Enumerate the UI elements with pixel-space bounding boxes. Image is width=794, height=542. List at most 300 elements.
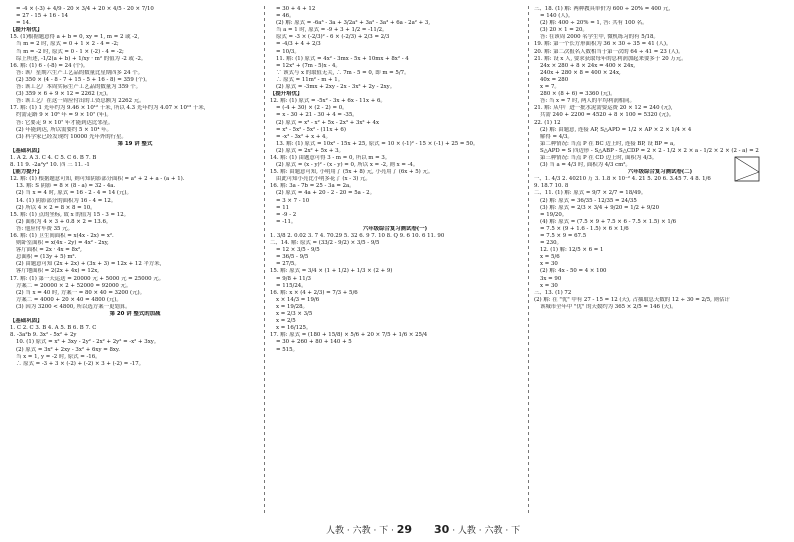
answer-line: 原式 = -3 × (-2/3)² - 6 × (-2/3) + 2/3 = 2/3 [276, 34, 390, 41]
answer-line: 17. 解: (1) 1 光年约为 9.46 × 10¹² 千米, 所以 4.3 光年约为 4.07 × 10¹³ 千米, [10, 105, 206, 112]
divider-dash [264, 450, 265, 453]
divider-dash [528, 36, 529, 39]
divider-dash [528, 66, 529, 69]
answer-line: x = 19/28。 [276, 303, 308, 310]
divider-dash [264, 432, 265, 435]
divider-dash [528, 474, 529, 477]
answer-line: 21. 解: 设 x 人, 要求获取每年的总利润加起来要多于 20 万元。 [534, 55, 687, 62]
divider-dash [264, 264, 265, 267]
answer-line: x = 30 [540, 261, 558, 268]
divider-dash [264, 414, 265, 417]
page-number-left: 29 [396, 523, 413, 536]
divider-dash [264, 36, 265, 39]
answer-line: = -4/3 + 4 + 2/3 [276, 41, 321, 48]
answer-line: = 14. [16, 20, 31, 27]
divider-dash [528, 324, 529, 327]
divider-dash [264, 282, 265, 285]
divider-dash [528, 480, 529, 483]
answer-line: (2) 面积为 4 × 3 + 0.8 × 2 = 13.6。 [16, 218, 112, 225]
answer-line: (2) 解: 在 "优" 中有 27 - 15 = 12 (天), 占抽取总天数的 12 ÷ 30 = 2/5, 则估计 [534, 296, 730, 303]
divider-dash [528, 342, 529, 345]
divider-dash [264, 54, 265, 57]
divider-dash [528, 414, 529, 417]
answer-line: = 27 - 15 + 16 - 14 [16, 13, 69, 20]
answer-line: 答: 在该周 2000 名学生中, 微机练习的有 5/18。 [540, 34, 659, 41]
answer-line: 16. 解: (1) 6 - (-8) = 24 (个)。 [10, 62, 89, 69]
answer-line: = 12 × 3/5 - 9/5 [276, 247, 320, 254]
answer-line: 14. 解: (1) 由题意可得 3 - m = 0, 所以 m = 3。 [270, 154, 391, 161]
answer-line: ∵ 该式与 x 的取值无关, ∴ 7m - 5 = 0, 即 m = 5/7。 [276, 69, 410, 76]
answer-line: x = 2/3 × 3/5 [276, 311, 313, 318]
divider-dash [264, 18, 265, 21]
footer-left-text: 人教 · 六教 · 下 · [326, 526, 394, 536]
divider-dash [528, 402, 529, 405]
divider-dash [528, 18, 529, 21]
lesson-title: 六年级综合复习测试卷(一) [362, 225, 428, 232]
divider-dash [264, 306, 265, 309]
answer-line: 21. 解: 从甲厂进一批水泥需要运费 20 × 12 = 240 (元), [534, 105, 673, 112]
answer-line: (2) 解: 由题意, 连接 AP, S△APD = 1/2 × AP × 2 × 1/4 × 4 [540, 126, 692, 133]
divider-dash [528, 360, 529, 363]
divider-dash [264, 210, 265, 213]
answer-line: (3) 解: 原式 = 2/3 × 3/4 + 9/20 = 1/2 + 9/20 [540, 204, 660, 211]
divider-dash [264, 270, 265, 273]
divider-dash [528, 450, 529, 453]
answer-line: = -x³ - 3x² + x + 4。 [276, 133, 331, 140]
section-heading: 【提升培优】 [10, 27, 43, 34]
divider-dash [528, 282, 529, 285]
divider-dash [264, 60, 265, 63]
divider-dash [264, 420, 265, 423]
answer-line: 10. (1) 原式 = x² + 3xy - 2y² - 2x² + 2y² = -x² + 3xy。 [16, 339, 160, 346]
answer-line: 14. (1) 阴影部分的面积为 16 - 4 = 12。 [16, 197, 117, 204]
divider-dash [264, 276, 265, 279]
divider-dash [264, 402, 265, 405]
answer-line: 15. 解: 原式 = 3/4 × (1 + 1/2) + 1/3 × (2 + 9) [270, 268, 393, 275]
divider-dash [264, 132, 265, 135]
answer-line: 一、1. 4/3 2. 40210 万 3. 1.8 × 10⁻² 4. 21 5. 20 6. 3.45 7. 4 8. 1/6 [534, 176, 711, 183]
divider-dash [528, 6, 529, 9]
answer-line: (2) 解: 400 ÷ 20% = 1, 答: 共有 100 名。 [540, 20, 648, 27]
answer-line: 二、11. (1) 解: 原式 = 9/7 × 2/7 = 18/49。 [534, 190, 647, 197]
divider-dash [264, 480, 265, 483]
answer-line: (2) 原式 = x³ - x² + 5x - 2x³ + 3x² + 4x [276, 119, 380, 126]
answer-line: 三、13. (1) 72 [534, 289, 572, 296]
answer-line: (2) 原式 = -3mx + 2xy - 2x - 3x² + 2y - 2xy。 [276, 84, 396, 91]
divider-dash [528, 240, 529, 243]
divider-dash [528, 48, 529, 51]
divider-dash [528, 432, 529, 435]
divider-dash [528, 270, 529, 273]
answer-line: 1. C 2. C 3. B 4. A 5. B 6. B 7. C [10, 325, 97, 332]
page-number-right: 30 [434, 523, 450, 536]
divider-dash [528, 288, 529, 291]
answer-line: S△APD = S 四边形 - S△ABP - S△CDP = 2 × 2 - 1/2 × 2 × a - 1/2 × 2 × (2 - a) = 2 [540, 147, 759, 154]
answer-line: 19. 解: 第一个长方形面积为 36 × 30 ÷ 35 = 41 (人)。 [534, 41, 672, 48]
answer-line: = x - 30 + 21 - 30 + 4 = -35。 [276, 112, 358, 119]
answer-line: = -9 - 2 [276, 211, 297, 218]
divider-dash [528, 138, 529, 141]
answer-line: (3) 当 a = 4/3 时, 面积为 4/3 cm²。 [540, 162, 631, 169]
divider-dash [528, 372, 529, 375]
answer-line: = 46。 [276, 13, 295, 20]
answer-line: 1. A 2. A 3. C 4. C 5. C 6. B 7. B [10, 154, 97, 161]
lesson-title: 第 19 讲 整式 [117, 140, 153, 147]
divider-dash [264, 78, 265, 81]
answer-line: 13. 解: S 阴影 = 8 × (8 - a) = 32 - 4a. [16, 183, 116, 190]
divider-dash [528, 258, 529, 261]
answer-line: (2) 所以 4 × 2 = 8 × 8 = 10。 [16, 204, 96, 211]
divider-dash [528, 144, 529, 147]
divider-dash [528, 486, 529, 489]
answer-line: 方案二 = 20000 × 2 + 52000 = 92000 元。 [16, 282, 132, 289]
answer-line: 当 m = 2 时, 原式 = 0 + 1 × 2 - 4 = -2; [16, 41, 119, 48]
divider-dash [264, 180, 265, 183]
divider-dash [528, 108, 529, 111]
divider-dash [528, 72, 529, 75]
answer-line: 11. 解: (1) 原式 = 4x² - 3mx - 5x + 10mx + 8x² - 4 [276, 55, 409, 62]
divider-dash [528, 384, 529, 387]
divider-dash [528, 42, 529, 45]
divider-dash [264, 30, 265, 33]
divider-dash [528, 24, 529, 27]
divider-dash [264, 138, 265, 141]
answer-line: = 11 [276, 204, 290, 211]
lesson-title: 第 20 讲 整式的加减 [109, 311, 161, 318]
divider-dash [264, 510, 265, 513]
answer-line: 12. 解: (1) 原式 = -5x² - 3x + 6x - 11x + 6。 [270, 98, 386, 105]
divider-dash [264, 474, 265, 477]
divider-dash [528, 30, 529, 33]
section-heading: 【基础巩固】 [10, 318, 43, 325]
divider-dash [528, 204, 529, 207]
divider-dash [528, 354, 529, 357]
divider-dash [264, 348, 265, 351]
answer-line: (4) 解: 原式 = (7.5 × 9 + 7.5 × 6 - 7.5 × 1.5) × 1/6 [540, 218, 676, 225]
answer-line: 当 m = -2 时, 原式 = 0 - 1 × (-2) - 4 = -2; [16, 48, 124, 55]
divider-dash [264, 12, 265, 15]
answer-line: 答: 该工艺厂本周实际生产工艺品的数量为 359 个。 [16, 84, 142, 91]
divider-dash [528, 252, 529, 255]
divider-dash [264, 366, 265, 369]
answer-line: 答: 该工艺厂在这一周应付出的工资总额为 2262 元。 [16, 98, 145, 105]
divider-dash [528, 168, 529, 171]
answer-line: 总面积 = (13y + 5) m². [16, 254, 77, 261]
divider-dash [264, 396, 265, 399]
divider-dash [264, 318, 265, 321]
divider-dash [528, 336, 529, 339]
divider-dash [264, 108, 265, 111]
divider-dash [264, 42, 265, 45]
divider-dash [264, 498, 265, 501]
divider-dash [528, 348, 529, 351]
divider-dash [264, 408, 265, 411]
left-column [10, 6, 260, 368]
answer-line: 综上所述, -1/2(a + b) + 1/xy · m² 的值为 -2 或 -2。 [16, 55, 147, 62]
answer-line: = 115/24。 [276, 282, 307, 289]
divider-dash [264, 378, 265, 381]
divider-dash [528, 12, 529, 15]
divider-dash [264, 186, 265, 189]
divider-dash [264, 342, 265, 345]
divider-dash [264, 246, 265, 249]
divider-dash [264, 492, 265, 495]
divider-dash [264, 144, 265, 147]
divider-dash [528, 294, 529, 297]
answer-line: x = 2/5 [276, 318, 296, 325]
divider-dash [264, 336, 265, 339]
answer-line: 8. 11 9. -2a²y³ 10. 四 三 11. -1 [10, 162, 90, 169]
divider-dash [264, 216, 265, 219]
answer-line: 该城市全年中 "优" 的天数约为 365 × 2/5 = 146 (天)。 [540, 303, 677, 310]
divider-dash [264, 222, 265, 225]
divider-dash [528, 300, 529, 303]
middle-column [270, 6, 520, 354]
divider-dash [528, 456, 529, 459]
divider-dash [264, 228, 265, 231]
divider-dash [528, 366, 529, 369]
divider-dash [264, 384, 265, 387]
divider-dash [264, 300, 265, 303]
answer-line: x × 14/3 = 19/6 [276, 296, 320, 303]
divider-dash [264, 324, 265, 327]
answer-line: (2) 当 x = 4 时, 原式 = 16 - 2 - 4 = 14 (元)。 [16, 190, 132, 197]
divider-dash [264, 240, 265, 243]
answer-line: 22. (1) 12 [534, 119, 561, 126]
answer-line: = 140 (人)。 [540, 13, 574, 20]
divider-dash [264, 360, 265, 363]
answer-line: (3) 359 × 6 + 9 × 12 = 2262 (元)。 [16, 91, 112, 98]
divider-dash [528, 396, 529, 399]
answer-line: (2) 原式 = 3x² + 2xy - 3x² + 6xy = 8xy. [16, 346, 120, 353]
section-heading: 【能力提升】 [10, 169, 43, 176]
divider-dash [264, 168, 265, 171]
answer-line: 20. 解: 第二次报名人数相当于第一次的 64 ÷ 41 = 23 (人)。 [534, 48, 684, 55]
divider-dash [528, 378, 529, 381]
divider-dash [528, 462, 529, 465]
answer-line: 当 x = 1, y = -2 时, 原式 = -16。 [16, 353, 101, 360]
answer-line: 三、18. (1) 解: 两种教具单价为 600 ÷ 20% = 400 元, [534, 6, 671, 12]
divider-dash [264, 198, 265, 201]
answer-line: = 3 × 7 - 10 [276, 197, 310, 204]
divider-dash [264, 252, 265, 255]
answer-line: (2) 解: 原式 = 36/35 - 12/35 = 24/35 [540, 197, 637, 204]
answer-line: 17. 解: (1) 第一天运送 = 20000 元 + 5000 元 = 25000 元。 [10, 275, 165, 282]
divider-dash [264, 126, 265, 129]
divider-dash [264, 66, 265, 69]
answer-line: 当 a = 1 时, 原式 = -9 + 3 + 1/2 = -11/2。 [276, 27, 388, 34]
section-heading: 【提升培优】 [270, 91, 303, 98]
answer-line: 16. 解: 3a - 7b = 25 - 3a = 2a。 [270, 183, 355, 190]
divider-dash [264, 6, 265, 9]
lesson-title: 六年级综合复习测试卷(二) [627, 169, 693, 176]
divider-dash [264, 294, 265, 297]
divider-dash [528, 498, 529, 501]
answer-line: (3) 科学家已经发现约 10000 光年外的行星。 [16, 133, 127, 140]
divider-dash [528, 60, 529, 63]
answer-line: 答: 当 x = 7 时, 两人的平均利润相同。 [540, 98, 635, 105]
divider-dash [528, 126, 529, 129]
divider-dash [528, 198, 529, 201]
divider-dash [528, 426, 529, 429]
answer-line: = 9/8 + 11/3 [276, 275, 311, 282]
divider-dash [528, 186, 529, 189]
divider-dash [264, 312, 265, 315]
divider-dash [528, 234, 529, 237]
answer-line: 答: 它要走 9 × 10⁷ 年才能到达比邻星。 [16, 119, 114, 126]
answer-line: 13. 解: (1) 原式 = 10x² - 15x + 25, 原式 = 10 × (-1)² - 15 × (-1) + 25 = 50。 [276, 140, 479, 147]
divider-dash [264, 234, 265, 237]
divider-dash [528, 192, 529, 195]
divider-dash [264, 444, 265, 447]
divider-dash [528, 306, 529, 309]
answer-line: = 515。 [276, 346, 298, 353]
answer-line: 17. 解: 原式 = (180 + 15/8) × 5/6 + 20 × 7/5 + 1/6 × 25/4 [270, 332, 428, 339]
divider-dash [264, 456, 265, 459]
divider-dash [528, 408, 529, 411]
divider-dash [528, 444, 529, 447]
answer-line: 3x = 90 [540, 275, 562, 282]
divider-dash [264, 390, 265, 393]
answer-line: 12. 解: (1) 根据题意可知, 则可知阴影部分面积 = a² + 2 + a - (a + 1). [10, 176, 185, 183]
answer-line: 15. 解: 由题意可知, 小明用了 (5x + 8) 元, 小亮用了 (6x + 5) 元。 [270, 169, 434, 176]
answer-line: 答: 该厂星期六生产工艺品的数量比星期四多 24 个。 [16, 69, 144, 76]
divider-dash [264, 372, 265, 375]
divider-dash [528, 246, 529, 249]
divider-dash [528, 114, 529, 117]
answer-line: = -4 × (-3) + 4/9 - 20 × 3/4 + 20 × 4/5 - 20 × 7/10 [16, 6, 154, 12]
divider-dash [528, 468, 529, 471]
answer-line: ∴ 原式 = -3 + 3 × (-2) + (-2) × 3 + (-2) = -17。 [16, 360, 145, 367]
answer-line: = 30 + 260 + 80 + 140 + 5 [276, 339, 352, 346]
divider-dash [264, 486, 265, 489]
divider-dash [528, 264, 529, 267]
answer-line: = (-4 + 30) × (2 - 2) = 0。 [276, 105, 348, 112]
divider-dash [264, 90, 265, 93]
divider-dash [528, 216, 529, 219]
divider-dash [264, 438, 265, 441]
answer-line: = 36/5 - 9/5 [276, 254, 309, 261]
answer-line: x = 16/125。 [276, 325, 312, 332]
answer-line: 9. 18.7 10. 8 [534, 183, 569, 190]
answer-line: 240x + 280 × 8 = 400 × 24x, [540, 69, 621, 76]
divider-dash [528, 150, 529, 153]
answer-line: 共需 240 + 2200 = 4520 + 8 × 100 = 5320 (元)。 [540, 112, 675, 119]
divider-dash [528, 390, 529, 393]
divider-dash [528, 180, 529, 183]
answer-line: 16. 解: (1) 卫生间面积 = x(4x - 2x) = x². [10, 233, 114, 239]
answer-line: 约需走路 9 × 10⁶ 年 = 9 × 10⁷ (年)。 [16, 112, 112, 119]
footer-left [326, 523, 412, 536]
answer-line: (3) 20 × 1 = 20。 [540, 27, 588, 34]
answer-line: (2) 350 × (4 - 8 - 7 + 15 - 5 + 16 - 8) = 359 (个)。 [16, 76, 151, 83]
divider-dash [528, 228, 529, 231]
divider-dash [528, 210, 529, 213]
divider-dash [528, 318, 529, 321]
divider-dash [264, 156, 265, 159]
answer-line: 则卧室面积 = x(4x - 2y) = 4x² - 2xy, [16, 240, 109, 247]
divider-dash [264, 162, 265, 165]
answer-line: 16. 解: x × (4 + 2/3) = 7/3 + 5/6 [270, 289, 358, 296]
answer-line: = 10/3。 [276, 48, 300, 55]
answer-line: = 27/5。 [276, 261, 300, 268]
answer-line: 方案二 = 4000 + 20 × 40 = 4800 (元)。 [16, 296, 122, 303]
divider-dash [264, 150, 265, 153]
divider-dash [528, 162, 529, 165]
divider-dash [264, 330, 265, 333]
footer-right-text: · 人教 · 六教 · 下 [452, 526, 521, 536]
answer-line: (2) 原式 = 4a + 20 - 2 - 20 = 5a - 2。 [276, 190, 375, 197]
answer-line: 15. 解: (1) 点的坐标, 故 x 的值为 15 - 3 = 12。 [10, 211, 130, 218]
answer-line: (3) 因为 3200 < 4800, 所以选方案一更划算。 [16, 303, 131, 310]
divider-dash [264, 120, 265, 123]
answer-line: x = 30 [540, 282, 558, 289]
answer-line: (2) 由题意可知 (2x + 2x) + (3x + 3) = 12x + 12 平方米, [16, 261, 162, 268]
answer-line: 答: 他应付车费 35 元。 [16, 225, 73, 232]
divider-dash [528, 96, 529, 99]
divider-dash [528, 510, 529, 513]
divider-dash [264, 24, 265, 27]
answer-line: = 7.5 × 9 = 67.5 [540, 233, 587, 239]
divider-dash [264, 426, 265, 429]
answer-line: = 7.5 × (9 + 1.6 - 1.5) × 6 × 1/6 [540, 225, 629, 232]
answer-line: 24x × 280 + 8 × 24x = 400 × 24x, [540, 62, 636, 69]
divider-dash [528, 492, 529, 495]
answer-line: (2) 解: 原式 = -6a³ - 3a + 3/2a² + 3a² - 3a³ + 6a - 2a² + 3, [276, 20, 431, 27]
divider-dash [264, 258, 265, 261]
divider-dash [264, 114, 265, 117]
answer-line: 由此可知小亮比小明多花了 (x - 3) 元。 [276, 176, 371, 183]
divider-dash [264, 84, 265, 87]
divider-dash [528, 90, 529, 93]
answer-line: 1. 3/8 2. 0.02 3. 7 4. 70.29 5. 32 6. 9 7. 10 8. Q 9. 6 10. 6 11. 90 [270, 233, 445, 239]
answer-line: x = 7。 [540, 84, 560, 91]
answer-line: 客厅面积 = 2x · 4x = 8x², [16, 247, 82, 254]
divider-dash [528, 102, 529, 105]
divider-dash [528, 120, 529, 123]
answer-line: (2) 年能到达, 所以需要约 5 × 10⁴ 年。 [16, 126, 112, 133]
divider-dash [264, 468, 265, 471]
divider-dash [528, 330, 529, 333]
answer-line: = 19/20。 [540, 211, 568, 218]
divider-dash [264, 462, 265, 465]
divider-dash [528, 132, 529, 135]
answer-line: 第三种情况: 当点 P 在 CD 边上时, 面积为 4/3。 [540, 154, 658, 161]
answer-line: = 12x² + (7m - 5)x - 4。 [276, 62, 341, 69]
divider-dash [528, 222, 529, 225]
divider-dash [264, 192, 265, 195]
footer-right [434, 523, 520, 536]
answer-line: 二、14. 解: 原式 = (33/2 - 9/2) × 3/5 - 9/5 [270, 240, 380, 247]
section-heading: 【基础巩固】 [10, 147, 43, 154]
divider-dash [528, 156, 529, 159]
answer-line: 12. (1) 解: 12/5 × 6 = 1 [540, 247, 604, 254]
divider-dash [528, 174, 529, 177]
divider-dash [264, 288, 265, 291]
answer-line: (2) 解: 4x - 50 = 4 × 100 [540, 268, 607, 275]
divider-dash [528, 84, 529, 87]
answer-line: 15. (1)根据题意得 a + b = 0, xy = 1, m = 2 或 -2, [10, 34, 140, 41]
answer-line: = 30 + 4 + 12 [276, 6, 316, 12]
answer-line: (2) 当 x = 40 时, 方案一 = 80 × 40 = 3200 (元)。 [16, 289, 145, 296]
answer-line: 280 × (8 + 6) = 3360 (元)。 [540, 91, 616, 98]
divider-dash [264, 48, 265, 51]
divider-dash [264, 102, 265, 105]
answer-line: 8. -3a²b 9. 3x² - 5x² + 2y [10, 332, 77, 339]
divider-dash [264, 96, 265, 99]
divider-dash [264, 354, 265, 357]
divider-dash [528, 420, 529, 423]
